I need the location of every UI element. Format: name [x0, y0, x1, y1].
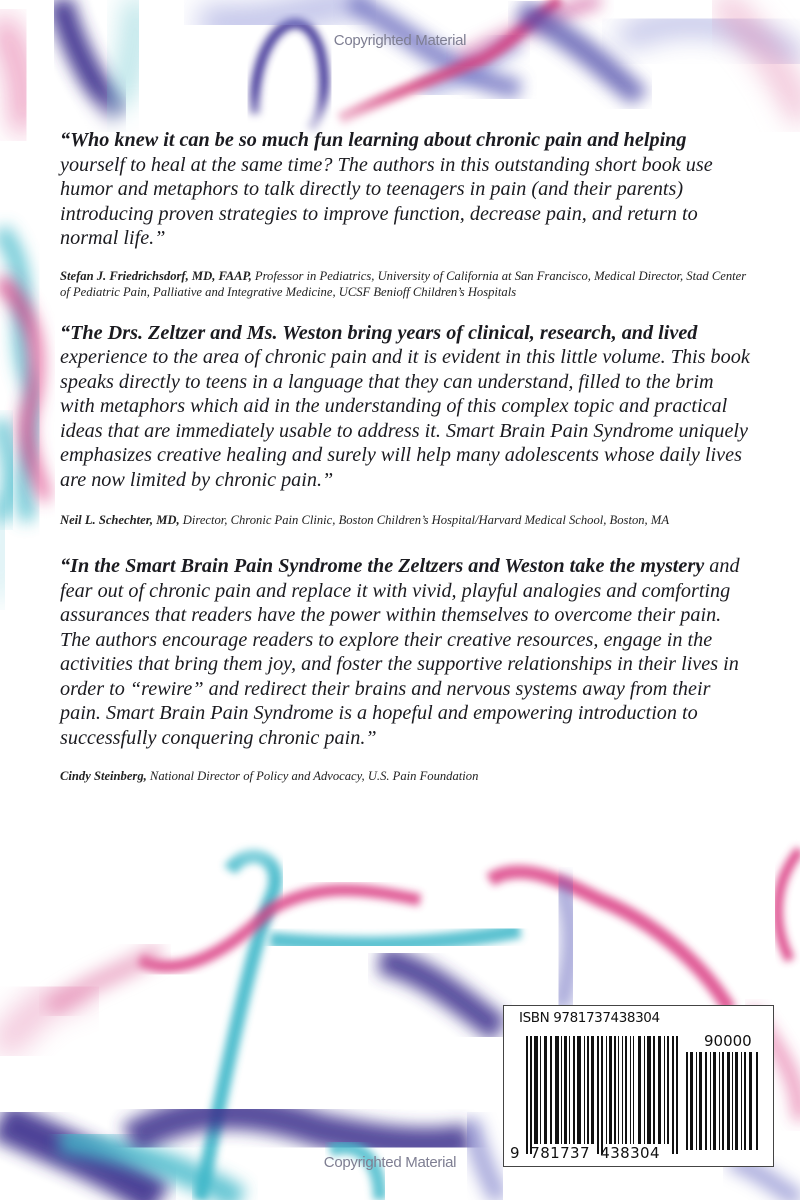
- ean13-bars: [524, 1036, 694, 1154]
- endorsement-quote: [60, 128, 750, 251]
- addon-bars: [684, 1052, 766, 1150]
- endorsement-quote: [60, 321, 750, 493]
- quote-lead: “The Drs. Zeltzer and Ms. Weston bring years of clinical, research, and lived: [60, 321, 698, 344]
- endorser-name: Neil L. Schechter, MD,: [60, 513, 180, 527]
- endorsement-quote: [60, 554, 750, 750]
- copyright-watermark-top: Copyrighted Material: [333, 32, 467, 49]
- quote-body: experience to the area of chronic pain and it is evident in this little volume. This book speaks directly to teens in a language that they can understand, filled to the brim with metaphors which aid in the understanding of this complex topic and practical ideas that are immediately usable to address it. Smart Brain Pain Syndrome uniquely emphasizes creative healing and surely will help many adolescents whose daily lives are now limited by chronic pain.”: [60, 346, 750, 491]
- quote-lead: “In the Smart Brain Pain Syndrome the Zeltzers and Weston take the mystery: [60, 555, 705, 577]
- endorsement-attribution: [60, 512, 750, 528]
- endorsement-attribution: [60, 268, 750, 300]
- quote-body: and fear out of chronic pain and replace it with vivid, playful analogies and comforting assurances that readers have the power within themselves to overcome their pain. The authors encourage readers to explore their creative resources, engage in the activities that bring them joy, and foster the supportive relationships in their lives in order to “rewire” and redirect their brains and nervous systems away from their pain. Smart Brain Pain Syndrome is a hopeful and empowering introduction to successfully conquering chronic pain.”: [60, 555, 740, 749]
- endorser-title: Director, Chronic Pain Clinic, Boston Children’s Hospital/Harvard Medical School, Boston, MA: [179, 513, 670, 527]
- endorsements-section: [60, 128, 750, 784]
- endorser-title: Professor in Pediatrics, University of California at San Francisco, Medical Director, Stad Center of Pediatric Pain, Palliative and Integrative Medicine, UCSF Benioff Children’s Hospitals: [60, 268, 747, 299]
- endorser-title: National Director of Policy and Advocacy, U.S. Pain Foundation: [146, 769, 479, 783]
- endorsement-attribution: [60, 768, 750, 784]
- isbn-human-readable: 9 781737 438304: [510, 1144, 660, 1162]
- quote-body: yourself to heal at the same time? The authors in this outstanding short book use humor and metaphors to talk directly to teenagers in pain (and their parents) introducing proven strategies to improve function, decrease pain, and return to normal life.”: [60, 153, 713, 249]
- endorser-name: Stefan J. Friedrichsdorf, MD, FAAP,: [60, 268, 252, 283]
- isbn-barcode: [503, 1005, 774, 1167]
- endorser-name: Cindy Steinberg,: [60, 769, 147, 783]
- copyright-watermark-bottom: Copyrighted Material: [323, 1154, 457, 1171]
- quote-lead: “Who knew it can be so much fun learning about chronic pain and helping: [60, 129, 687, 151]
- price-addon-code: 90000: [704, 1032, 752, 1050]
- isbn-label: ISBN 9781737438304: [519, 1010, 660, 1026]
